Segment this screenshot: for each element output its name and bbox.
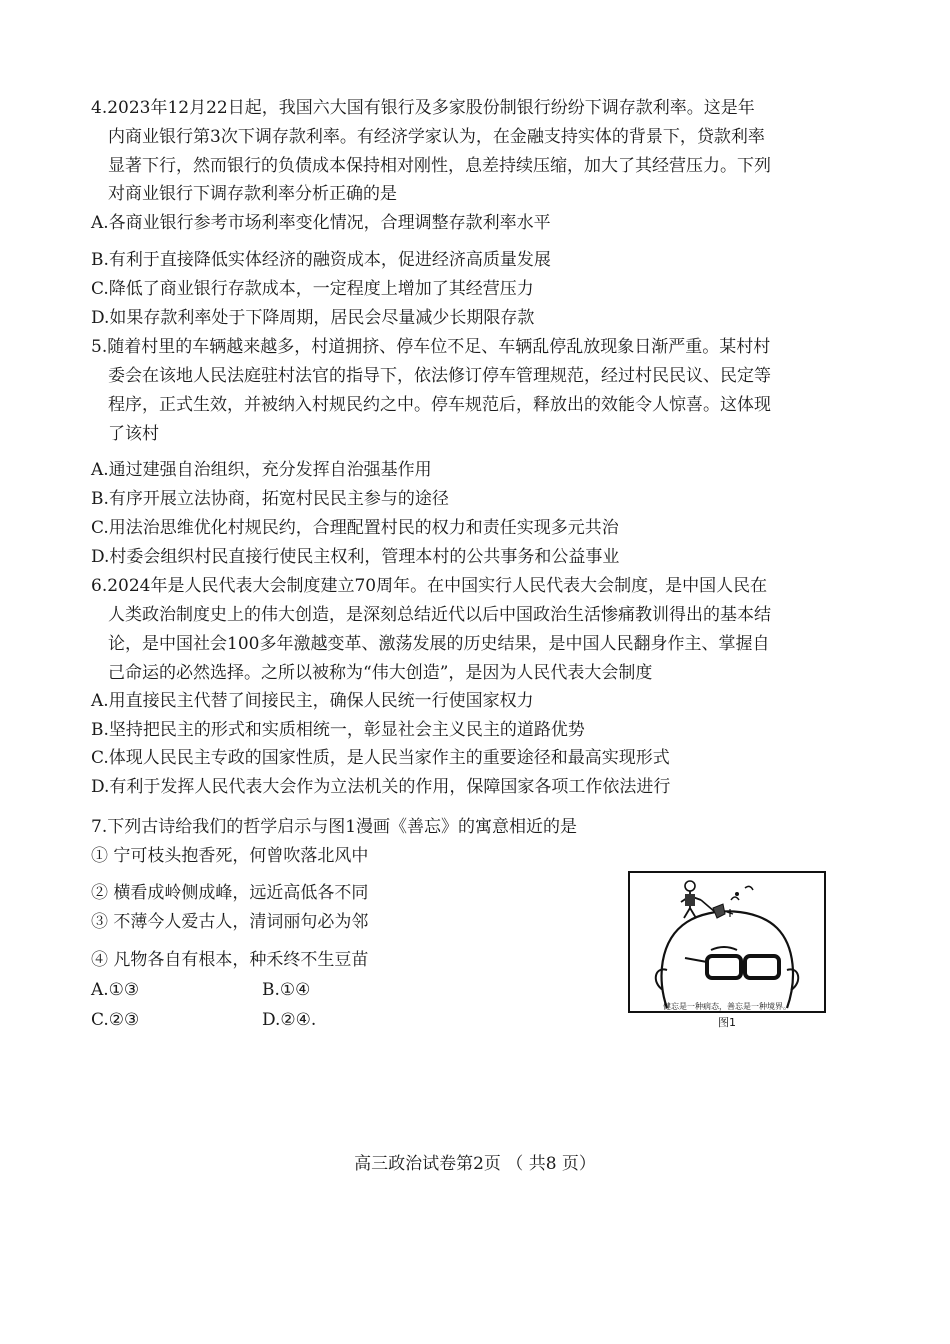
- q5-stem-line-3: 程序，正式生效，并被纳入村规民约之中。停车规范后，释放出的效能令人惊喜。这体现: [108, 395, 771, 415]
- q5-option-a: A.通过建强自治组织，充分发挥自治强基作用: [91, 460, 432, 480]
- q5-option-d: D.村委会组织村民直接行使民主权利，管理本村的公共事务和公益事业: [91, 547, 620, 567]
- q6-stem-line-1: 6.2024年是人民代表大会制度建立70周年。在中国实行人民代表大会制度，是中国人民在: [91, 576, 768, 596]
- q7-item-2: ② 横看成岭侧成峰，远近高低各不同: [91, 883, 369, 903]
- q6-stem-line-4: 己命运的必然选择。之所以被称为“伟大创造”，是因为人民代表大会制度: [108, 663, 653, 683]
- q4-stem-line-2: 内商业银行第3次下调存款利率。有经济学家认为，在金融支持实体的背景下，贷款利率: [108, 127, 765, 147]
- q5-stem-line-2: 委会在该地人民法庭驻村法官的指导下，依法修订停车管理规范，经过村民民议、民定等: [108, 366, 771, 386]
- q4-stem-line-4: 对商业银行下调存款利率分析正确的是: [108, 184, 397, 204]
- q7-item-3: ③ 不薄今人爱古人，清词丽句必为邻: [91, 912, 369, 932]
- q7-item-4: ④ 凡物各自有根本，种禾终不生豆苗: [91, 950, 369, 970]
- figure-1-cartoon: [627, 870, 827, 1030]
- q7-option-c: C.②③: [91, 1010, 140, 1030]
- q5-option-b: B.有序开展立法协商，拓宽村民民主参与的途径: [91, 489, 449, 509]
- q6-option-b: B.坚持把民主的形式和实质相统一，彰显社会主义民主的道路优势: [91, 720, 585, 740]
- q7-option-b: B.①④: [262, 980, 311, 1000]
- q4-option-c: C.降低了商业银行存款成本，一定程度上增加了其经营压力: [91, 279, 534, 299]
- page-footer: 高三政治试卷第2页 （ 共8 页）: [354, 1154, 596, 1174]
- figure-label: 图1: [718, 1016, 736, 1029]
- q5-option-c: C.用法治思维优化村规民约，合理配置村民的权力和责任实现多元共治: [91, 518, 619, 538]
- q7-item-1: ① 宁可枝头抱香死，何曾吹落北风中: [91, 846, 369, 866]
- q7-stem: 7.下列古诗给我们的哲学启示与图1漫画《善忘》的寓意相近的是: [91, 817, 578, 837]
- q5-stem-line-4: 了该村: [108, 424, 159, 444]
- q6-option-d: D.有利于发挥人民代表大会作为立法机关的作用，保障国家各项工作依法进行: [91, 777, 671, 797]
- q4-option-b: B.有利于直接降低实体经济的融资成本，促进经济高质量发展: [91, 250, 551, 270]
- q4-stem-line-1: 4.2023年12月22日起，我国六大国有银行及多家股份制银行纷纷下调存款利率。这是年: [91, 98, 755, 118]
- q4-option-a: A.各商业银行参考市场利率变化情况，合理调整存款利率水平: [91, 213, 551, 233]
- cartoon-illustration: [627, 870, 827, 1030]
- q7-option-d: D.②④.: [262, 1010, 317, 1030]
- q6-stem-line-2: 人类政治制度史上的伟大创造，是深刻总结近代以后中国政治生活惨痛教训得出的基本结: [108, 605, 771, 625]
- q4-stem-line-3: 显著下行，然而银行的负债成本保持相对刚性，息差持续压缩，加大了其经营压力。下列: [108, 156, 771, 176]
- q4-option-d: D.如果存款利率处于下降周期，居民会尽量减少长期限存款: [91, 308, 535, 328]
- q6-option-a: A.用直接民主代替了间接民主，确保人民统一行使国家权力: [91, 691, 534, 711]
- q7-option-a: A.①③: [91, 980, 140, 1000]
- figure-caption: 健忘是一种病态，善忘是一种境界。: [663, 1002, 791, 1011]
- q6-stem-line-3: 论，是中国社会100多年激越变革、激荡发展的历史结果，是中国人民翻身作主、掌握自: [108, 634, 770, 654]
- q5-stem-line-1: 5.随着村里的车辆越来越多，村道拥挤、停车位不足、车辆乱停乱放现象日渐严重。某村村: [91, 337, 771, 357]
- q6-option-c: C.体现人民民主专政的国家性质，是人民当家作主的重要途径和最高实现形式: [91, 748, 670, 768]
